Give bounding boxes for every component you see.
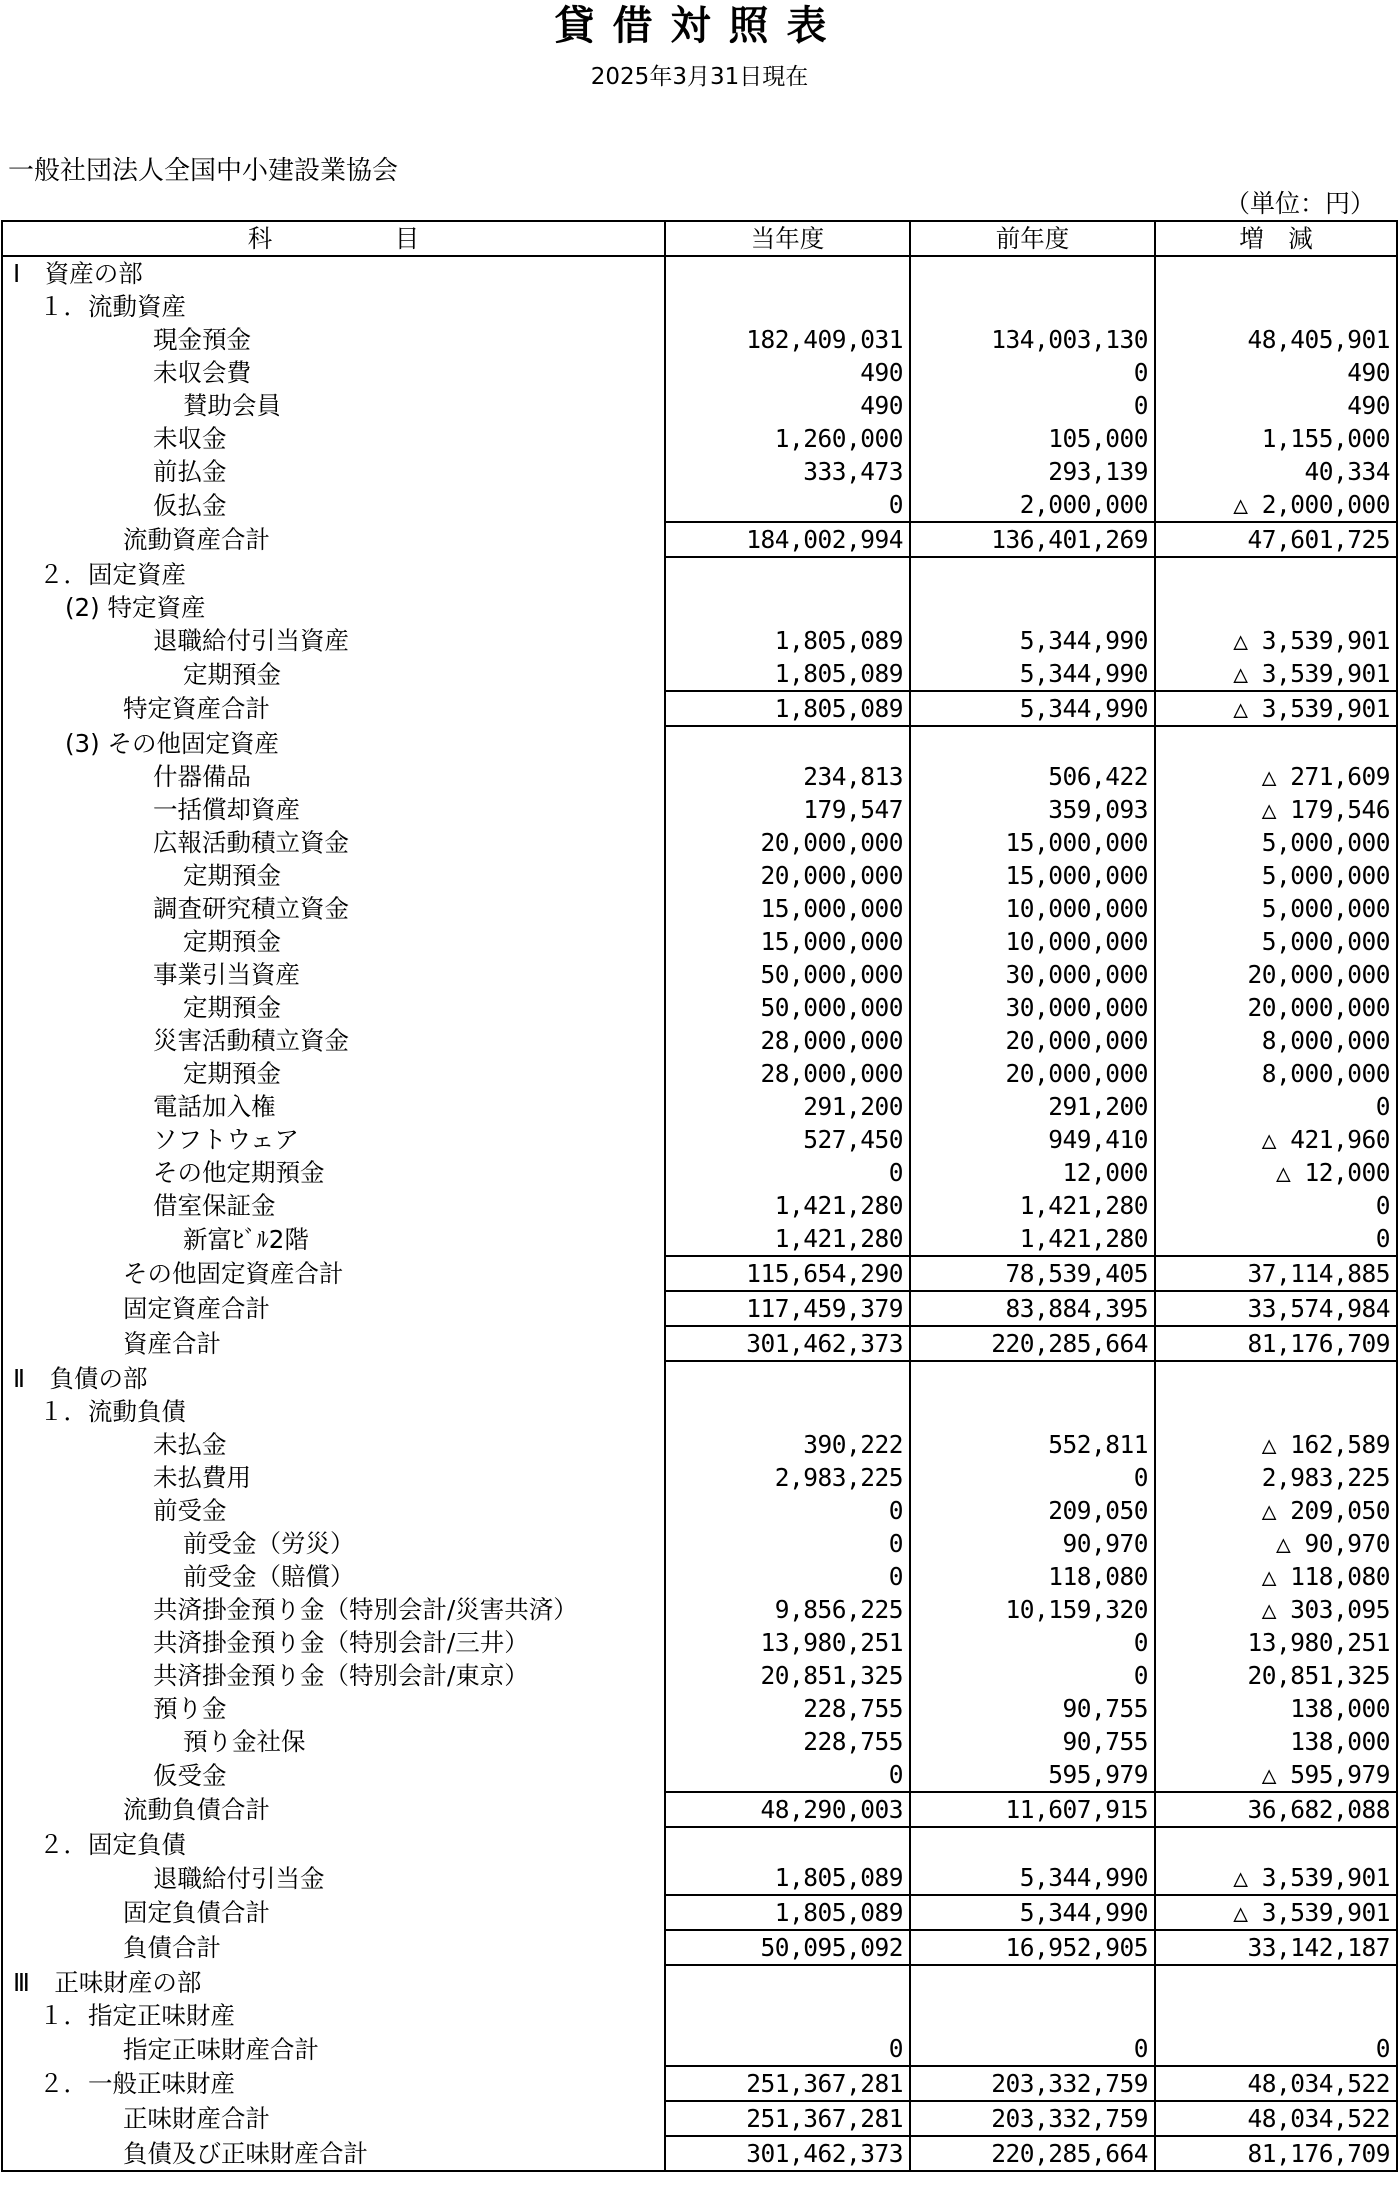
change-value: 81,176,709 <box>1155 2136 1397 2171</box>
change-value: 490 <box>1155 356 1397 389</box>
table-row <box>2 925 1397 958</box>
previous-year-value: 359,093 <box>910 793 1155 826</box>
current-year-value: 182,409,031 <box>665 323 910 356</box>
table-row <box>2 1189 1397 1222</box>
account-label: 前受金 <box>2 1494 665 1527</box>
table-row <box>2 488 1397 522</box>
previous-year-value: 293,139 <box>910 455 1155 488</box>
change-value: 36,682,088 <box>1155 1792 1397 1827</box>
table-row <box>2 2101 1397 2136</box>
current-year-value: 333,473 <box>665 455 910 488</box>
current-year-value: 490 <box>665 389 910 422</box>
account-label: 未収金 <box>2 422 665 455</box>
previous-year-value: 2,000,000 <box>910 488 1155 522</box>
account-label: ソフトウェア <box>2 1123 665 1156</box>
change-value: 0 <box>1155 1222 1397 1256</box>
change-value: △ 3,539,901 <box>1155 624 1397 657</box>
account-label: 新富ﾋﾞﾙ2階 <box>2 1222 665 1256</box>
current-year-value: 1,805,089 <box>665 1861 910 1895</box>
table-row <box>2 2032 1397 2066</box>
balance-sheet-table <box>1 220 1398 2172</box>
account-label: 定期預金 <box>2 859 665 892</box>
change-value <box>1155 290 1397 323</box>
account-label: 定期預金 <box>2 925 665 958</box>
previous-year-value: 10,000,000 <box>910 892 1155 925</box>
change-value: △ 3,539,901 <box>1155 1861 1397 1895</box>
document-title: 貸借対照表 <box>554 3 845 49</box>
current-year-value: 0 <box>665 1560 910 1593</box>
current-year-value: 0 <box>665 1494 910 1527</box>
table-row <box>2 1461 1397 1494</box>
current-year-value: 1,421,280 <box>665 1222 910 1256</box>
previous-year-value <box>910 1395 1155 1428</box>
previous-year-value: 5,344,990 <box>910 691 1155 726</box>
change-value: 5,000,000 <box>1155 925 1397 958</box>
previous-year-value <box>910 1965 1155 1999</box>
account-label: 流動負債合計 <box>2 1792 665 1827</box>
previous-year-value: 90,755 <box>910 1725 1155 1758</box>
account-label: 什器備品 <box>2 760 665 793</box>
header-current-year: 当年度 <box>665 221 910 256</box>
table-row <box>2 1090 1397 1123</box>
account-label: (3) その他固定資産 <box>2 726 665 760</box>
table-row <box>2 958 1397 991</box>
account-label: 未払費用 <box>2 1461 665 1494</box>
table-row <box>2 1659 1397 1692</box>
table-row <box>2 323 1397 356</box>
change-value: 48,405,901 <box>1155 323 1397 356</box>
previous-year-value: 30,000,000 <box>910 991 1155 1024</box>
current-year-value <box>665 1965 910 1999</box>
change-value <box>1155 591 1397 624</box>
previous-year-value <box>910 1999 1155 2032</box>
previous-year-value: 595,979 <box>910 1758 1155 1792</box>
change-value <box>1155 1827 1397 1861</box>
table-row <box>2 1428 1397 1461</box>
current-year-value: 0 <box>665 1758 910 1792</box>
current-year-value: 251,367,281 <box>665 2101 910 2136</box>
account-label: １．指定正味財産 <box>2 1999 665 2032</box>
change-value: △ 90,970 <box>1155 1527 1397 1560</box>
account-label: 仮受金 <box>2 1758 665 1792</box>
change-value: △ 3,539,901 <box>1155 691 1397 726</box>
table-row <box>2 1861 1397 1895</box>
current-year-value: 527,450 <box>665 1123 910 1156</box>
change-value: 48,034,522 <box>1155 2101 1397 2136</box>
table-row <box>2 1024 1397 1057</box>
account-label: 資産合計 <box>2 1326 665 1361</box>
previous-year-value <box>910 290 1155 323</box>
change-value: 20,000,000 <box>1155 958 1397 991</box>
previous-year-value: 105,000 <box>910 422 1155 455</box>
change-value: 33,142,187 <box>1155 1930 1397 1965</box>
change-value <box>1155 1361 1397 1395</box>
account-label: 負債及び正味財産合計 <box>2 2136 665 2171</box>
account-label: 定期預金 <box>2 657 665 691</box>
current-year-value <box>665 557 910 591</box>
current-year-value: 0 <box>665 2032 910 2066</box>
previous-year-value: 0 <box>910 389 1155 422</box>
current-year-value: 1,805,089 <box>665 691 910 726</box>
change-value: △ 209,050 <box>1155 1494 1397 1527</box>
current-year-value: 28,000,000 <box>665 1024 910 1057</box>
table-row <box>2 1827 1397 1861</box>
current-year-value: 228,755 <box>665 1692 910 1725</box>
header-previous-year: 前年度 <box>910 221 1155 256</box>
current-year-value: 115,654,290 <box>665 1256 910 1291</box>
table-row <box>2 1527 1397 1560</box>
previous-year-value: 90,755 <box>910 1692 1155 1725</box>
current-year-value <box>665 1395 910 1428</box>
change-value: △ 3,539,901 <box>1155 657 1397 691</box>
table-row <box>2 422 1397 455</box>
change-value: 13,980,251 <box>1155 1626 1397 1659</box>
current-year-value <box>665 290 910 323</box>
previous-year-value: 0 <box>910 1461 1155 1494</box>
current-year-value <box>665 1999 910 2032</box>
change-value: △ 179,546 <box>1155 793 1397 826</box>
account-label: 広報活動積立資金 <box>2 826 665 859</box>
header-account: 科 目 <box>2 221 665 256</box>
account-label: 借室保証金 <box>2 1189 665 1222</box>
change-value: 0 <box>1155 1090 1397 1123</box>
header-row <box>2 221 1397 256</box>
account-label: 事業引当資産 <box>2 958 665 991</box>
account-label: 固定負債合計 <box>2 1895 665 1930</box>
previous-year-value <box>910 557 1155 591</box>
organization-name: 一般社団法人全国中小建設業協会 <box>8 156 399 186</box>
current-year-value: 301,462,373 <box>665 2136 910 2171</box>
current-year-value: 1,421,280 <box>665 1189 910 1222</box>
change-value: 0 <box>1155 2032 1397 2066</box>
account-label: 前払金 <box>2 455 665 488</box>
current-year-value: 301,462,373 <box>665 1326 910 1361</box>
table-row <box>2 657 1397 691</box>
account-label: その他固定資産合計 <box>2 1256 665 1291</box>
account-label: 指定正味財産合計 <box>2 2032 665 2066</box>
table-row <box>2 591 1397 624</box>
current-year-value: 0 <box>665 488 910 522</box>
current-year-value: 20,000,000 <box>665 859 910 892</box>
table-row <box>2 624 1397 657</box>
current-year-value <box>665 591 910 624</box>
account-label: 定期預金 <box>2 991 665 1024</box>
table-row <box>2 356 1397 389</box>
account-label: 共済掛金預り金（特別会計/東京） <box>2 1659 665 1692</box>
change-value: 5,000,000 <box>1155 859 1397 892</box>
current-year-value: 1,805,089 <box>665 657 910 691</box>
change-value: 8,000,000 <box>1155 1024 1397 1057</box>
table-row <box>2 691 1397 726</box>
previous-year-value: 506,422 <box>910 760 1155 793</box>
table-row <box>2 1361 1397 1395</box>
account-label: その他定期預金 <box>2 1156 665 1189</box>
table-row <box>2 455 1397 488</box>
change-value <box>1155 1395 1397 1428</box>
header-change: 増 減 <box>1155 221 1397 256</box>
current-year-value: 2,983,225 <box>665 1461 910 1494</box>
previous-year-value: 209,050 <box>910 1494 1155 1527</box>
previous-year-value: 203,332,759 <box>910 2101 1155 2136</box>
table-row <box>2 892 1397 925</box>
table-row <box>2 1560 1397 1593</box>
previous-year-value: 0 <box>910 356 1155 389</box>
previous-year-value: 134,003,130 <box>910 323 1155 356</box>
unit-label: （単位：円） <box>1224 189 1375 218</box>
table-row <box>2 991 1397 1024</box>
change-value: △ 421,960 <box>1155 1123 1397 1156</box>
previous-year-value: 15,000,000 <box>910 859 1155 892</box>
previous-year-value: 12,000 <box>910 1156 1155 1189</box>
previous-year-value: 949,410 <box>910 1123 1155 1156</box>
table-row <box>2 1895 1397 1930</box>
previous-year-value: 220,285,664 <box>910 2136 1155 2171</box>
table-row <box>2 1395 1397 1428</box>
change-value: △ 118,080 <box>1155 1560 1397 1593</box>
change-value: △ 162,589 <box>1155 1428 1397 1461</box>
table-row <box>2 522 1397 557</box>
change-value: 490 <box>1155 389 1397 422</box>
change-value: △ 303,095 <box>1155 1593 1397 1626</box>
account-label: 預り金社保 <box>2 1725 665 1758</box>
table-row <box>2 1593 1397 1626</box>
previous-year-value <box>910 1361 1155 1395</box>
current-year-value: 20,851,325 <box>665 1659 910 1692</box>
current-year-value <box>665 256 910 290</box>
current-year-value: 0 <box>665 1527 910 1560</box>
change-value: 5,000,000 <box>1155 892 1397 925</box>
table-row <box>2 726 1397 760</box>
current-year-value: 490 <box>665 356 910 389</box>
table-row <box>2 1291 1397 1326</box>
change-value: 0 <box>1155 1189 1397 1222</box>
change-value: 40,334 <box>1155 455 1397 488</box>
current-year-value <box>665 1827 910 1861</box>
account-label: 退職給付引当金 <box>2 1861 665 1895</box>
account-label: 仮払金 <box>2 488 665 522</box>
account-label: 一括償却資産 <box>2 793 665 826</box>
previous-year-value: 0 <box>910 1626 1155 1659</box>
table-row <box>2 389 1397 422</box>
current-year-value: 15,000,000 <box>665 892 910 925</box>
current-year-value: 20,000,000 <box>665 826 910 859</box>
account-label: １．流動負債 <box>2 1395 665 1428</box>
table-row <box>2 2136 1397 2171</box>
account-label: ２．一般正味財産 <box>2 2066 665 2101</box>
change-value: 33,574,984 <box>1155 1291 1397 1326</box>
table-row <box>2 256 1397 290</box>
current-year-value: 13,980,251 <box>665 1626 910 1659</box>
current-year-value: 184,002,994 <box>665 522 910 557</box>
current-year-value: 1,260,000 <box>665 422 910 455</box>
previous-year-value: 118,080 <box>910 1560 1155 1593</box>
current-year-value: 228,755 <box>665 1725 910 1758</box>
previous-year-value: 16,952,905 <box>910 1930 1155 1965</box>
account-label: １．流動資産 <box>2 290 665 323</box>
report-date: 2025年3月31日現在 <box>590 64 809 90</box>
current-year-value: 1,805,089 <box>665 624 910 657</box>
account-label: 正味財産合計 <box>2 2101 665 2136</box>
table-row <box>2 760 1397 793</box>
account-label: 未払金 <box>2 1428 665 1461</box>
change-value: 5,000,000 <box>1155 826 1397 859</box>
previous-year-value <box>910 256 1155 290</box>
table-row <box>2 826 1397 859</box>
change-value: 20,851,325 <box>1155 1659 1397 1692</box>
account-label: 未収会費 <box>2 356 665 389</box>
current-year-value: 251,367,281 <box>665 2066 910 2101</box>
change-value: △ 3,539,901 <box>1155 1895 1397 1930</box>
change-value: △ 12,000 <box>1155 1156 1397 1189</box>
previous-year-value: 10,000,000 <box>910 925 1155 958</box>
account-label: 負債合計 <box>2 1930 665 1965</box>
previous-year-value: 20,000,000 <box>910 1024 1155 1057</box>
table-row <box>2 859 1397 892</box>
previous-year-value: 30,000,000 <box>910 958 1155 991</box>
current-year-value: 179,547 <box>665 793 910 826</box>
previous-year-value: 136,401,269 <box>910 522 1155 557</box>
previous-year-value: 20,000,000 <box>910 1057 1155 1090</box>
previous-year-value <box>910 1827 1155 1861</box>
change-value: 81,176,709 <box>1155 1326 1397 1361</box>
table-row <box>2 793 1397 826</box>
change-value: 138,000 <box>1155 1692 1397 1725</box>
table-row <box>2 1156 1397 1189</box>
current-year-value: 50,000,000 <box>665 991 910 1024</box>
change-value <box>1155 1965 1397 1999</box>
change-value: △ 2,000,000 <box>1155 488 1397 522</box>
table-row <box>2 290 1397 323</box>
previous-year-value: 5,344,990 <box>910 657 1155 691</box>
previous-year-value: 0 <box>910 1659 1155 1692</box>
previous-year-value: 5,344,990 <box>910 1895 1155 1930</box>
current-year-value: 291,200 <box>665 1090 910 1123</box>
previous-year-value: 90,970 <box>910 1527 1155 1560</box>
account-label: Ⅲ 正味財産の部 <box>2 1965 665 1999</box>
current-year-value: 48,290,003 <box>665 1792 910 1827</box>
account-label: 調査研究積立資金 <box>2 892 665 925</box>
change-value: 8,000,000 <box>1155 1057 1397 1090</box>
table-row <box>2 1758 1397 1792</box>
account-label: 預り金 <box>2 1692 665 1725</box>
account-label: 共済掛金預り金（特別会計/災害共済） <box>2 1593 665 1626</box>
table-row <box>2 1057 1397 1090</box>
previous-year-value: 83,884,395 <box>910 1291 1155 1326</box>
current-year-value: 390,222 <box>665 1428 910 1461</box>
table-row <box>2 1256 1397 1291</box>
table-row <box>2 1999 1397 2032</box>
account-label: 前受金（賠償） <box>2 1560 665 1593</box>
change-value: 1,155,000 <box>1155 422 1397 455</box>
previous-year-value: 5,344,990 <box>910 624 1155 657</box>
previous-year-value: 1,421,280 <box>910 1189 1155 1222</box>
previous-year-value: 15,000,000 <box>910 826 1155 859</box>
table-row <box>2 1930 1397 1965</box>
table-row <box>2 1222 1397 1256</box>
table-row <box>2 557 1397 591</box>
previous-year-value <box>910 726 1155 760</box>
current-year-value: 117,459,379 <box>665 1291 910 1326</box>
current-year-value <box>665 726 910 760</box>
change-value <box>1155 726 1397 760</box>
table-row <box>2 1725 1397 1758</box>
change-value: △ 271,609 <box>1155 760 1397 793</box>
previous-year-value: 10,159,320 <box>910 1593 1155 1626</box>
previous-year-value: 0 <box>910 2032 1155 2066</box>
change-value: 138,000 <box>1155 1725 1397 1758</box>
previous-year-value: 220,285,664 <box>910 1326 1155 1361</box>
change-value: 37,114,885 <box>1155 1256 1397 1291</box>
change-value: 47,601,725 <box>1155 522 1397 557</box>
table-body <box>2 256 1397 2171</box>
change-value <box>1155 557 1397 591</box>
table-row <box>2 1494 1397 1527</box>
current-year-value: 50,095,092 <box>665 1930 910 1965</box>
account-label: 特定資産合計 <box>2 691 665 726</box>
current-year-value: 50,000,000 <box>665 958 910 991</box>
previous-year-value: 11,607,915 <box>910 1792 1155 1827</box>
table-row <box>2 1692 1397 1725</box>
previous-year-value: 5,344,990 <box>910 1861 1155 1895</box>
account-label: 電話加入権 <box>2 1090 665 1123</box>
change-value <box>1155 1999 1397 2032</box>
previous-year-value: 291,200 <box>910 1090 1155 1123</box>
table-row <box>2 1626 1397 1659</box>
account-label: 災害活動積立資金 <box>2 1024 665 1057</box>
current-year-value: 9,856,225 <box>665 1593 910 1626</box>
change-value: 20,000,000 <box>1155 991 1397 1024</box>
current-year-value <box>665 1361 910 1395</box>
table-row <box>2 1123 1397 1156</box>
table-row <box>2 1326 1397 1361</box>
account-label: 共済掛金預り金（特別会計/三井） <box>2 1626 665 1659</box>
account-label: 定期預金 <box>2 1057 665 1090</box>
account-label: 現金預金 <box>2 323 665 356</box>
current-year-value: 15,000,000 <box>665 925 910 958</box>
account-label: (2) 特定資産 <box>2 591 665 624</box>
current-year-value: 1,805,089 <box>665 1895 910 1930</box>
account-label: 固定資産合計 <box>2 1291 665 1326</box>
current-year-value: 28,000,000 <box>665 1057 910 1090</box>
change-value: △ 595,979 <box>1155 1758 1397 1792</box>
account-label: 前受金（労災） <box>2 1527 665 1560</box>
account-label: ２．固定資産 <box>2 557 665 591</box>
current-year-value: 0 <box>665 1156 910 1189</box>
account-label: 退職給付引当資産 <box>2 624 665 657</box>
previous-year-value: 1,421,280 <box>910 1222 1155 1256</box>
previous-year-value: 203,332,759 <box>910 2066 1155 2101</box>
account-label: 流動資産合計 <box>2 522 665 557</box>
previous-year-value: 78,539,405 <box>910 1256 1155 1291</box>
table-row <box>2 2066 1397 2101</box>
table-row <box>2 1792 1397 1827</box>
account-label: 賛助会員 <box>2 389 665 422</box>
account-label: ２．固定負債 <box>2 1827 665 1861</box>
current-year-value: 234,813 <box>665 760 910 793</box>
previous-year-value: 552,811 <box>910 1428 1155 1461</box>
table-row <box>2 1965 1397 1999</box>
change-value: 48,034,522 <box>1155 2066 1397 2101</box>
account-label: Ⅱ 負債の部 <box>2 1361 665 1395</box>
change-value: 2,983,225 <box>1155 1461 1397 1494</box>
change-value <box>1155 256 1397 290</box>
previous-year-value <box>910 591 1155 624</box>
account-label: Ⅰ 資産の部 <box>2 256 665 290</box>
